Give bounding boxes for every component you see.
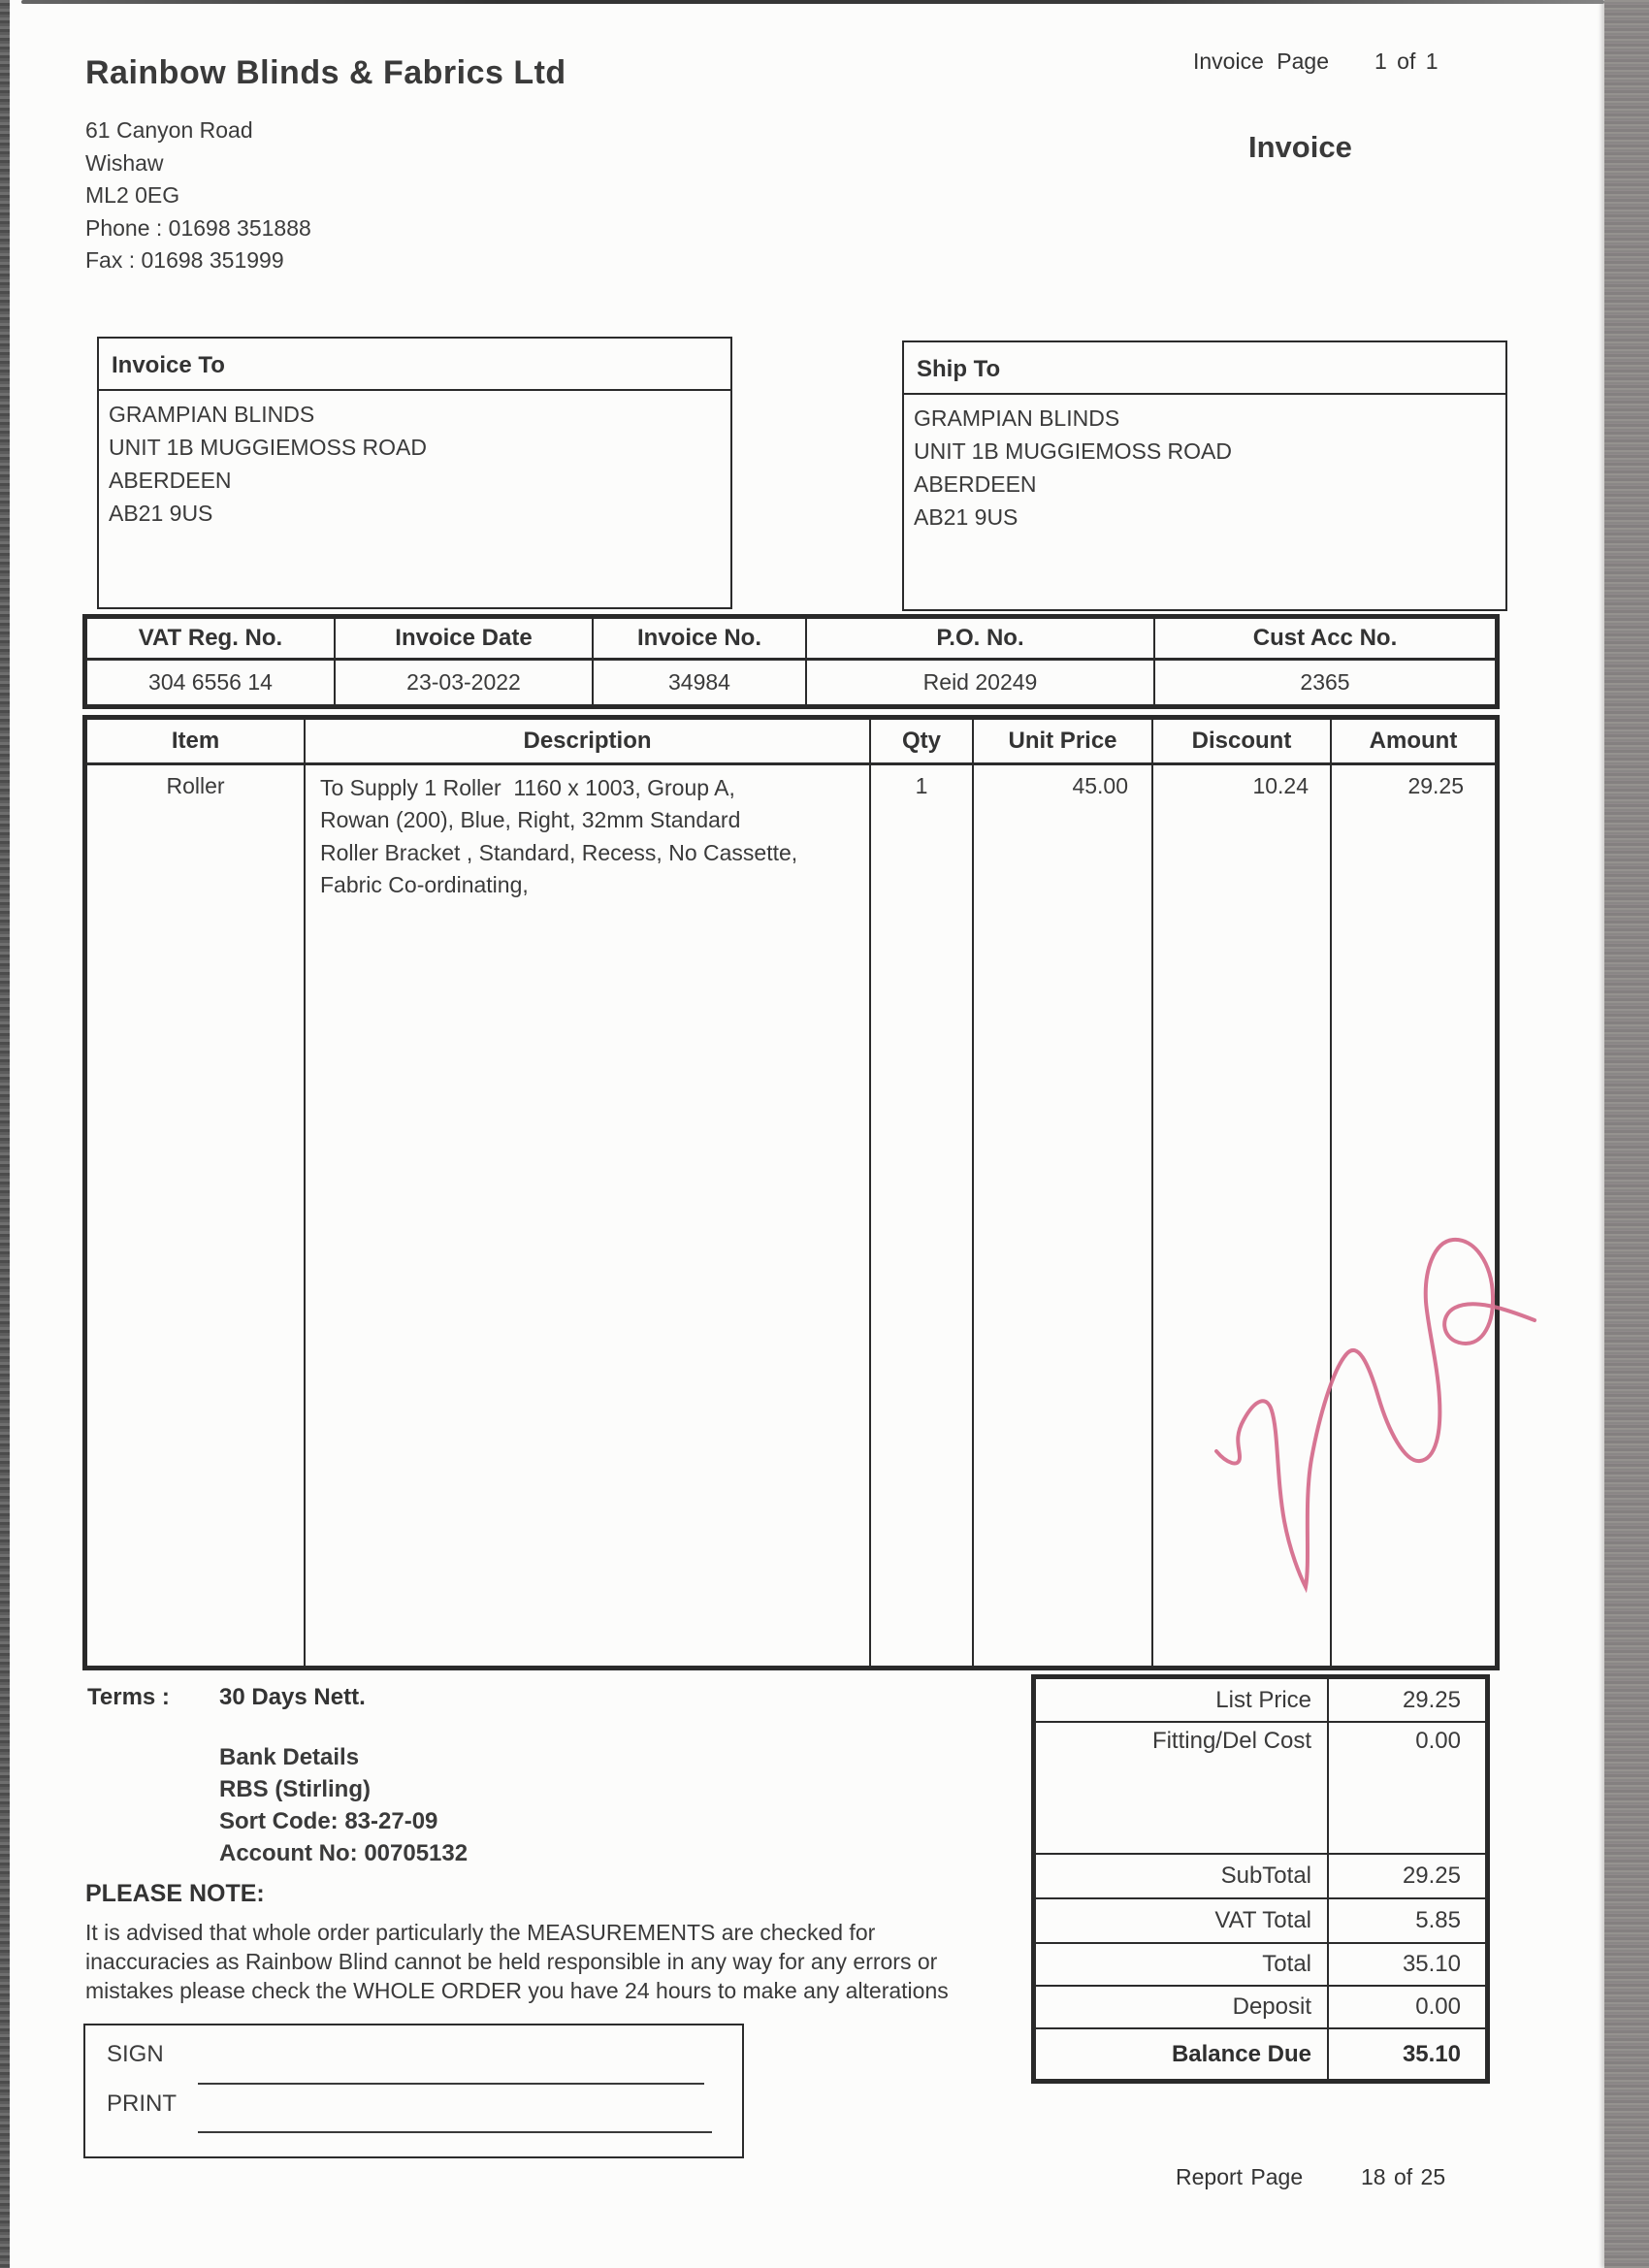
vat-reg-no: 304 6556 14	[86, 659, 335, 705]
company-name: Rainbow Blinds & Fabrics Ltd	[85, 54, 566, 91]
scan-edge-band-right	[1604, 0, 1649, 2268]
invoice-to-header: Invoice To	[99, 339, 730, 391]
item-amount: 29.25	[1331, 763, 1496, 1667]
print-line	[198, 2131, 712, 2133]
signature-box	[83, 2024, 744, 2158]
item-description-line: Roller Bracket , Standard, Recess, No Cassette,	[320, 839, 798, 865]
disclaimer-line: inaccuracies as Rainbow Blind cannot be held responsible in any way for any errors or	[85, 1949, 938, 1974]
meta-header-invoice-date: Invoice Date	[335, 618, 593, 659]
list-price-label: List Price	[1035, 1678, 1328, 1722]
invoice-to-line: ABERDEEN	[109, 468, 232, 493]
total-row-balance-due	[1035, 2028, 1486, 2080]
item-description	[305, 763, 870, 1667]
subtotal-label: SubTotal	[1035, 1854, 1328, 1898]
company-address-line: ML2 0EG	[85, 182, 180, 208]
po-no: Reid 20249	[806, 659, 1154, 705]
invoice-to-address	[99, 391, 730, 536]
vat-total-label: VAT Total	[1035, 1898, 1328, 1943]
disclaimer-line: It is advised that whole order particularly the MEASUREMENTS are checked for	[85, 1920, 876, 1945]
report-page-label: Report Page	[1176, 2164, 1304, 2189]
total-row-subtotal	[1035, 1854, 1486, 1898]
meta-header-cust-acc: Cust Acc No.	[1154, 618, 1496, 659]
item-name: Roller	[86, 763, 305, 1667]
invoice-to-box	[97, 337, 732, 609]
bank-name: RBS (Stirling)	[219, 1776, 371, 1802]
items-header-amount: Amount	[1331, 719, 1496, 763]
balance-due-value: 35.10	[1328, 2028, 1486, 2080]
company-fax: Fax : 01698 351999	[85, 247, 284, 273]
total-row-vat	[1035, 1898, 1486, 1943]
item-description-line: To Supply 1 Roller 1160 x 1003, Group A,	[320, 774, 735, 800]
ship-to-line: ABERDEEN	[914, 471, 1037, 497]
bank-account-no: Account No: 00705132	[219, 1840, 469, 1866]
print-label: PRINT	[107, 2090, 177, 2117]
invoice-to-line: GRAMPIAN BLINDS	[109, 402, 315, 427]
disclaimer-note	[85, 1918, 949, 2005]
meta-header-invoice-no: Invoice No.	[593, 618, 806, 659]
company-address	[85, 114, 311, 277]
company-address-line: Wishaw	[85, 149, 164, 176]
bank-details	[219, 1741, 468, 1869]
total-row-fitting-del	[1035, 1722, 1486, 1854]
items-header-discount: Discount	[1152, 719, 1331, 763]
balance-due-label: Balance Due	[1035, 2028, 1328, 2080]
invoice-page-number: 1 of 1	[1374, 49, 1439, 74]
please-note-heading: PLEASE NOTE:	[85, 1880, 265, 1907]
ship-to-line: GRAMPIAN BLINDS	[914, 405, 1120, 431]
totals-table	[1031, 1674, 1490, 2084]
fitting-del-label: Fitting/Del Cost	[1035, 1722, 1328, 1854]
invoice-page-label: Invoice Page	[1193, 49, 1329, 74]
fitting-del-value: 0.00	[1328, 1722, 1486, 1854]
ship-to-line: UNIT 1B MUGGIEMOSS ROAD	[914, 438, 1233, 464]
items-header-description: Description	[305, 719, 870, 763]
scan-edge-band-left	[0, 0, 10, 2268]
item-description-line: Fabric Co-ordinating,	[320, 872, 529, 897]
terms-value: 30 Days Nett.	[219, 1684, 366, 1710]
item-discount: 10.24	[1152, 763, 1331, 1667]
company-phone: Phone : 01698 351888	[85, 214, 311, 241]
invoice-date: 23-03-2022	[335, 659, 593, 705]
items-header-qty: Qty	[870, 719, 973, 763]
report-page-number: 18 of 25	[1361, 2164, 1446, 2189]
total-label: Total	[1035, 1943, 1328, 1986]
deposit-value: 0.00	[1328, 1986, 1486, 2028]
invoice-meta-table	[82, 614, 1500, 709]
items-header-item: Item	[86, 719, 305, 763]
item-unit-price: 45.00	[973, 763, 1152, 1667]
disclaimer-line: mistakes please check the WHOLE ORDER you have 24 hours to make any alterations	[85, 1978, 949, 2003]
sign-label: SIGN	[107, 2041, 164, 2067]
items-header-row	[86, 719, 1496, 763]
invoice-to-line: AB21 9US	[109, 501, 213, 526]
deposit-label: Deposit	[1035, 1986, 1328, 2028]
scan-edge-line-top	[21, 0, 1604, 4]
bank-sort-code: Sort Code: 83-27-09	[219, 1808, 438, 1834]
handwritten-initials-annotation	[1211, 1220, 1545, 1608]
document-title: Invoice	[1248, 130, 1352, 164]
total-value: 35.10	[1328, 1943, 1486, 1986]
total-row-list-price	[1035, 1678, 1486, 1722]
bank-details-heading: Bank Details	[219, 1744, 360, 1770]
terms-label: Terms :	[87, 1684, 170, 1710]
items-header-unit-price: Unit Price	[973, 719, 1152, 763]
ship-to-address	[904, 395, 1505, 540]
ship-to-line: AB21 9US	[914, 504, 1018, 530]
ship-to-box	[902, 340, 1507, 611]
meta-header-row	[86, 618, 1496, 659]
meta-header-po-no: P.O. No.	[806, 618, 1154, 659]
meta-value-row	[86, 659, 1496, 705]
list-price-value: 29.25	[1328, 1678, 1486, 1722]
invoice-to-line: UNIT 1B MUGGIEMOSS ROAD	[109, 435, 428, 460]
meta-header-vat-reg: VAT Reg. No.	[86, 618, 335, 659]
subtotal-value: 29.25	[1328, 1854, 1486, 1898]
total-row-deposit	[1035, 1986, 1486, 2028]
item-description-line: Rowan (200), Blue, Right, 32mm Standard	[320, 807, 741, 832]
company-address-line: 61 Canyon Road	[85, 117, 253, 143]
invoice-no: 34984	[593, 659, 806, 705]
vat-total-value: 5.85	[1328, 1898, 1486, 1943]
total-row-total	[1035, 1943, 1486, 1986]
sign-line	[198, 2083, 704, 2085]
item-qty: 1	[870, 763, 973, 1667]
cust-acc-no: 2365	[1154, 659, 1496, 705]
ship-to-header: Ship To	[904, 342, 1505, 395]
